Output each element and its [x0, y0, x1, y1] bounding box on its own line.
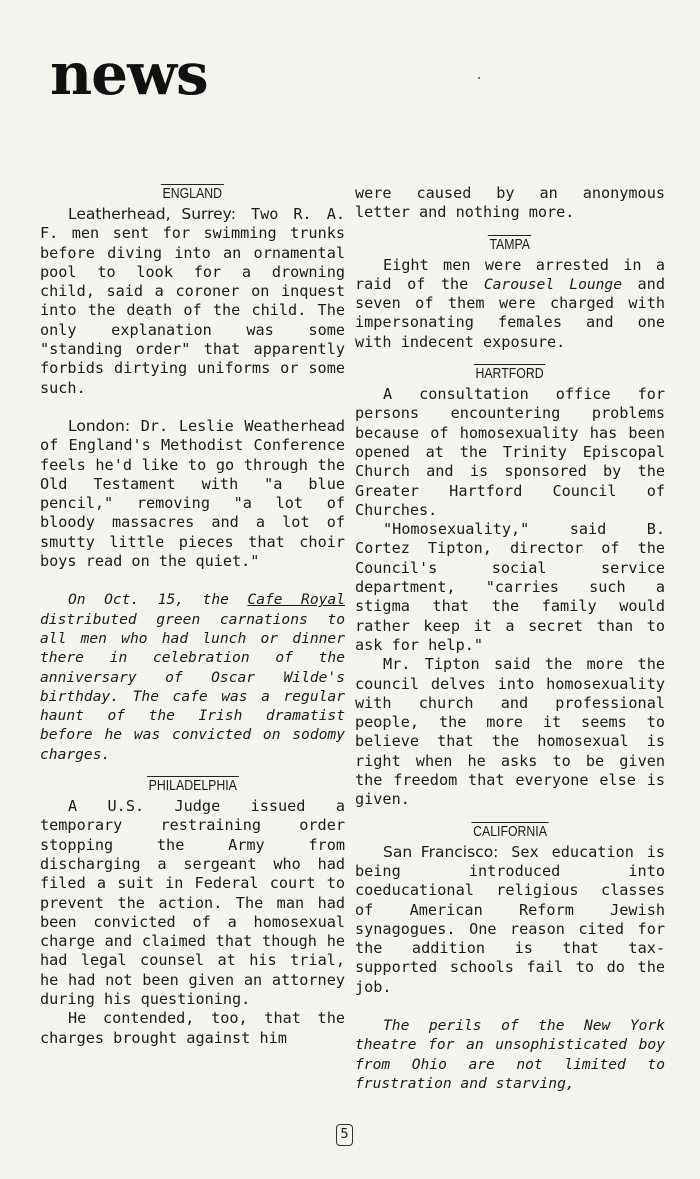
place-london: London:: [68, 416, 131, 435]
tampa-item: [355, 256, 665, 352]
right-column: [355, 184, 665, 1093]
san-francisco-item: [355, 843, 665, 997]
hartford-paragraph-3: Mr. Tipton said the more the council delves into homosexuality with church and professional people, the more it seems to believe that the homosexual is right when he asks to be given the freedom that everyone else is given.: [355, 655, 665, 809]
hartford-paragraph-1: A consultation office for persons encountering problems because of homosexuality has been opened at the Trinity Episcopal Church and is sponsored by the Greater Hartford Council of Churches.: [355, 385, 665, 519]
tampa-post: and seven of them were charged with impersonating females and one with indecent exposure.: [355, 274, 665, 351]
masthead-title: news: [50, 40, 208, 108]
cafe-pre: On Oct. 15, the: [68, 591, 229, 609]
perils-item: The perils of the New York theatre for an unsophisticated boy from Ohio are not limited to frustration and starving,: [355, 1016, 665, 1092]
section-heading-california: CALIFORNIA: [473, 822, 547, 840]
philadelphia-paragraph-2: He contended, too, that the charges brought against him: [40, 1009, 345, 1047]
san-francisco-text: Sex education is being introduced into coeducational religious classes of American Reform Jewish synagogues. One reason cited for the addition is that tax-supported schools fail to do the job.: [355, 842, 665, 996]
section-heading-england: ENGLAND: [162, 185, 223, 202]
cafe-royal-item: [40, 590, 345, 764]
continued-text: were caused by an anonymous letter and nothing more.: [355, 184, 665, 222]
cafe-name: Cafe Royal: [247, 591, 345, 609]
cafe-post: distributed green carnations to all men who had lunch or dinner there in celebration of the anniversary of Oscar Wilde's birthday. The cafe was a regular haunt of the Irish dramatist before he was convicted on sodomy charges.: [40, 610, 345, 763]
section-heading-tampa: TAMPA: [489, 235, 531, 253]
hartford-paragraph-2: "Homosexuality," said B. Cortez Tipton, director of the Council's social service department, "carries such a stigma that the family would rather keep it a secret than to ask for help.": [355, 520, 665, 654]
place-san-francisco: San Francisco:: [383, 842, 499, 861]
section-heading-hartford: HARTFORD: [475, 365, 545, 383]
leatherhead-item: [40, 205, 345, 398]
section-heading-philadelphia: PHILADELPHIA: [148, 777, 237, 795]
leatherhead-text: Two R. A. F. men sent for swimming trunks before diving into an ornamental pool to look for a drowning child, said a coroner on inquest into the death of the child. The only explanation was some "standing order" that apparently forbids dirtying uniforms or some such.: [40, 205, 345, 397]
philadelphia-paragraph-1: A U.S. Judge issued a temporary restraining order stopping the Army from discharging a sergeant who had filed a suit in Federal court to prevent the action. The man had been convicted of a homosexual charge and claimed that though he had legal counsel at his trial, he had not been given an attorney during his questioning.: [40, 797, 345, 1008]
left-column: [40, 184, 345, 1048]
speck: [478, 77, 480, 79]
tampa-pre: Eight men were arrested in a raid of the: [355, 255, 665, 293]
tampa-venue: Carousel Lounge: [483, 275, 623, 293]
london-item: [40, 417, 345, 571]
london-text: Dr. Leslie Weatherhead of England's Methodist Conference feels he'd like to go through the Old Testament with "a blue pencil," removing "a lot of bloody massacres and a lot of smutty little pieces that choir boys read on the quiet.": [40, 416, 345, 571]
page-number: 5: [336, 1124, 353, 1146]
place-leatherhead: Leatherhead, Surrey:: [68, 205, 236, 223]
